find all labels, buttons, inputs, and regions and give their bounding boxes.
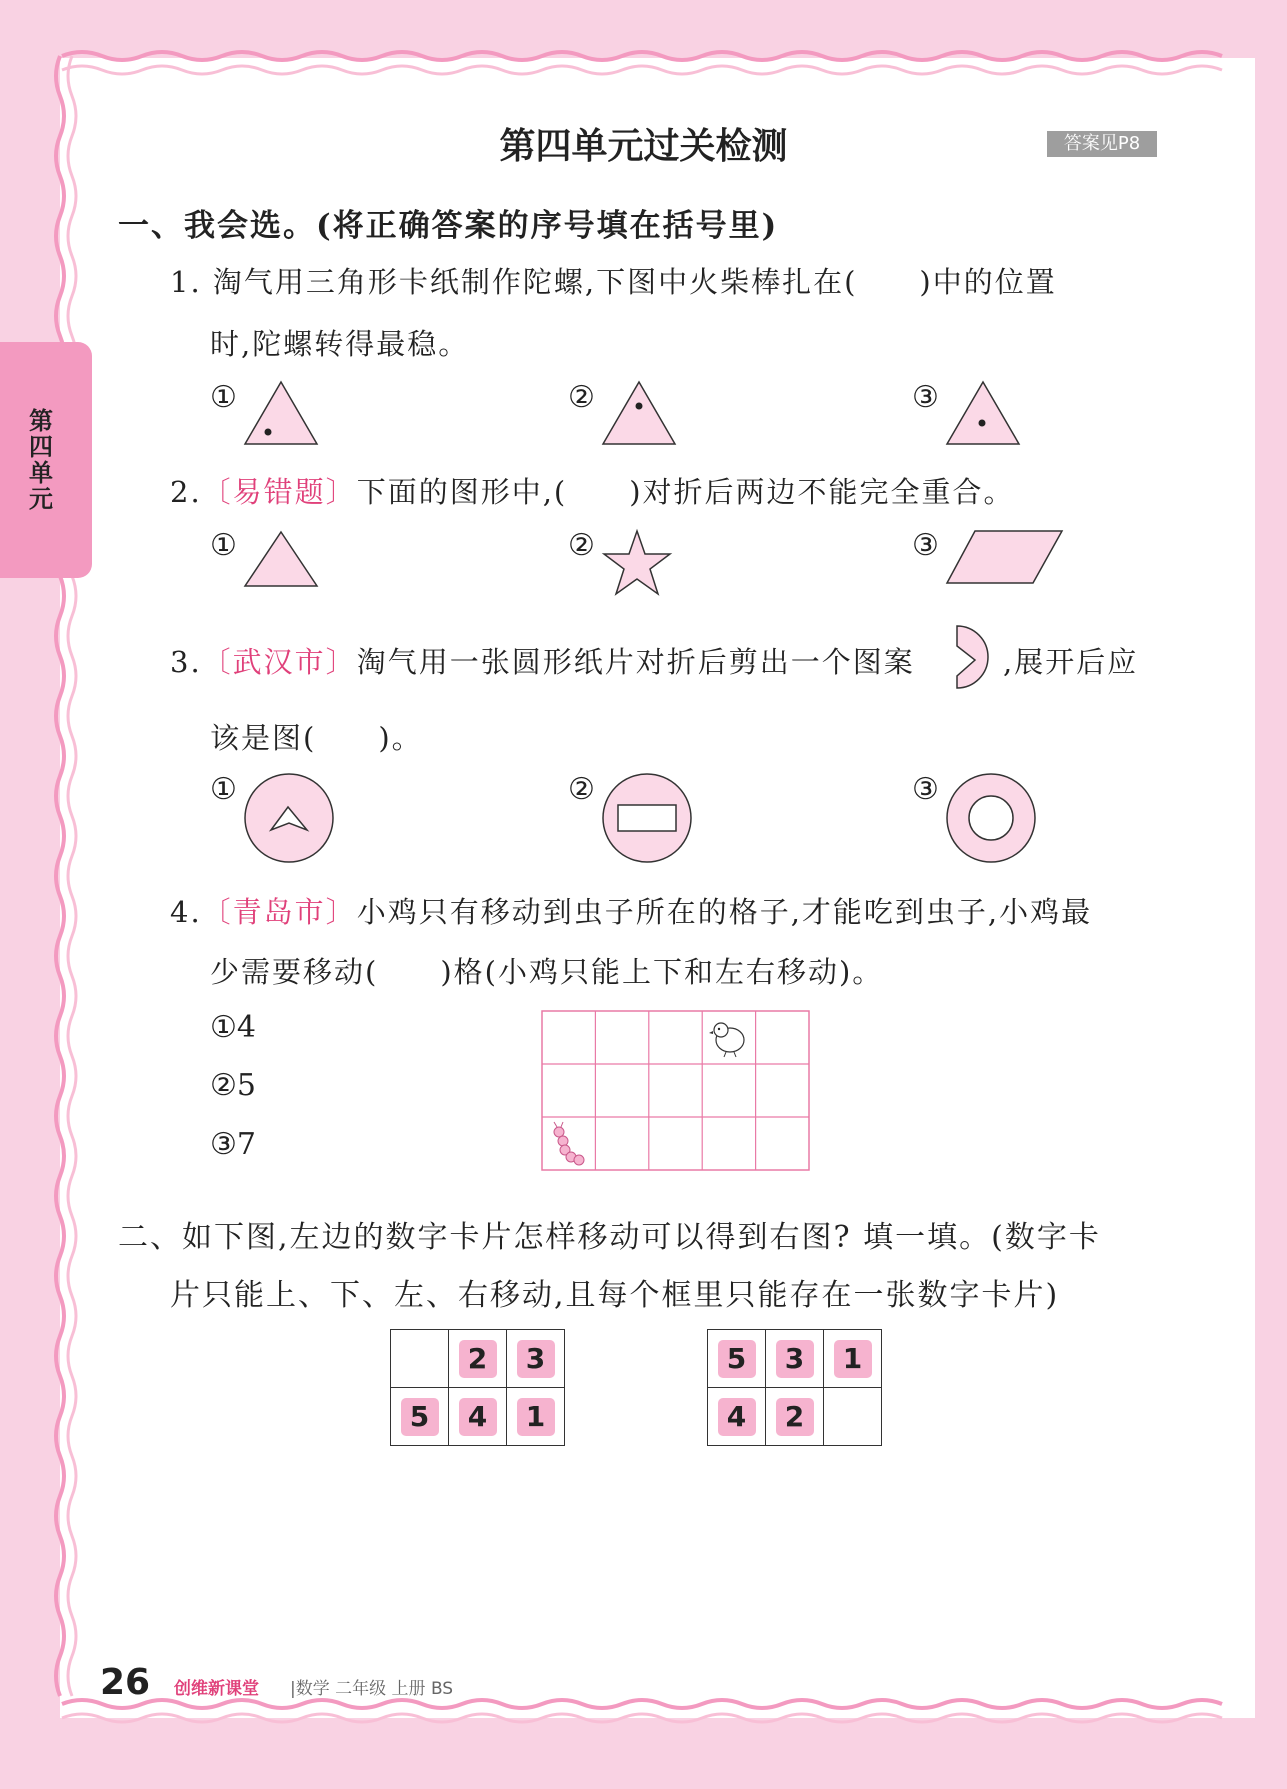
q1-option-2: ② [568,380,595,415]
number-card: 4 [718,1398,756,1436]
right-grid-cell [824,1330,882,1388]
q3-number: 3. [170,645,202,679]
side-tab-label: 第四单元 [24,408,53,512]
side-tab [0,342,92,578]
q4-text-row [170,890,1092,931]
number-card: 5 [718,1340,756,1378]
left-grid-cell [449,1388,507,1446]
q1-line2: 时,陀螺转得最稳。 [210,327,470,361]
right-grid-cell [708,1330,766,1388]
q1-triangle-2-icon [601,380,677,446]
q2-text-row [170,470,1015,511]
number-card: 2 [776,1398,814,1436]
q1-triangle-1-icon [243,380,319,446]
q2-triangle-icon [243,530,319,588]
number-card: 3 [517,1340,555,1378]
section2-line1: 二、如下图,左边的数字卡片怎样移动可以得到右图? 填一填。(数字卡 [118,1220,1101,1255]
left-grid-cell [449,1330,507,1388]
number-card: 1 [517,1398,555,1436]
q1-line1: 1. 淘气用三角形卡纸制作陀螺,下图中火柴棒扎在( )中的位置 [170,265,1057,299]
left-grid-cell [391,1388,449,1446]
q3-circle-triangle-icon [243,772,335,864]
q3-option-1: ① [210,772,237,807]
q2-option-3: ③ [912,528,939,563]
q1-triangle-3-icon [945,380,1021,446]
number-card: 2 [459,1340,497,1378]
right-grid-cell [708,1388,766,1446]
q4-number: 4. [170,895,202,929]
q2-option-2: ② [568,528,595,563]
q4-option-3: ③7 [210,1127,256,1162]
q3-circle-rectangle-icon [601,772,693,864]
right-card-grid [707,1329,882,1446]
number-card: 1 [834,1340,872,1378]
q3-text-after: ,展开后应 [1003,645,1139,679]
right-grid-cell [766,1330,824,1388]
answer-ref-badge: 答案见P8 [1047,131,1157,157]
left-card-grid [390,1329,565,1446]
q3-ring-icon [945,772,1037,864]
q2-star-icon [601,528,673,598]
q3-line2: 该是图( )。 [210,721,423,755]
right-grid-cell [766,1388,824,1446]
q2-parallelogram-icon [945,528,1065,586]
q3-text-row [170,640,915,681]
q3-cut-pattern-icon [953,624,993,690]
number-card: 3 [776,1340,814,1378]
number-card: 5 [401,1398,439,1436]
q3-option-3: ③ [912,772,939,807]
q1-option-1: ① [210,380,237,415]
page-title: 第四单元过关检测 [499,126,788,167]
number-card: 4 [459,1398,497,1436]
q4-option-2: ②5 [210,1068,256,1103]
q4-tag: 〔青岛市〕 [201,895,357,929]
left-grid-cell [391,1330,449,1388]
q4-grid [541,1010,811,1172]
section1-heading: 一、我会选。(将正确答案的序号填在括号里) [118,208,779,244]
q3-option-2: ② [568,772,595,807]
q1-option-3: ③ [912,380,939,415]
q2-text: 下面的图形中,( )对折后两边不能完全重合。 [356,475,1015,509]
left-grid-cell [507,1330,565,1388]
right-grid-cell [824,1388,882,1446]
q4-line2: 少需要移动( )格(小鸡只能上下和左右移动)。 [210,955,884,989]
q2-tag: 〔易错题〕 [201,475,357,509]
q4-text: 小鸡只有移动到虫子所在的格子,才能吃到虫子,小鸡最 [356,895,1093,929]
q3-text: 淘气用一张圆形纸片对折后剪出一个图案 [356,645,915,679]
q3-tag: 〔武汉市〕 [201,645,357,679]
q4-option-1: ①4 [210,1010,256,1045]
brand-name: 创维新课堂 [174,1679,259,1699]
page-number: 26 [100,1662,151,1703]
book-info: |数学 二年级 上册 BS [290,1679,454,1699]
left-grid-cell [507,1388,565,1446]
q2-option-1: ① [210,528,237,563]
section2-line2: 片只能上、下、左、右移动,且每个框里只能存在一张数字卡片) [170,1278,1060,1313]
q2-number: 2. [170,475,202,509]
